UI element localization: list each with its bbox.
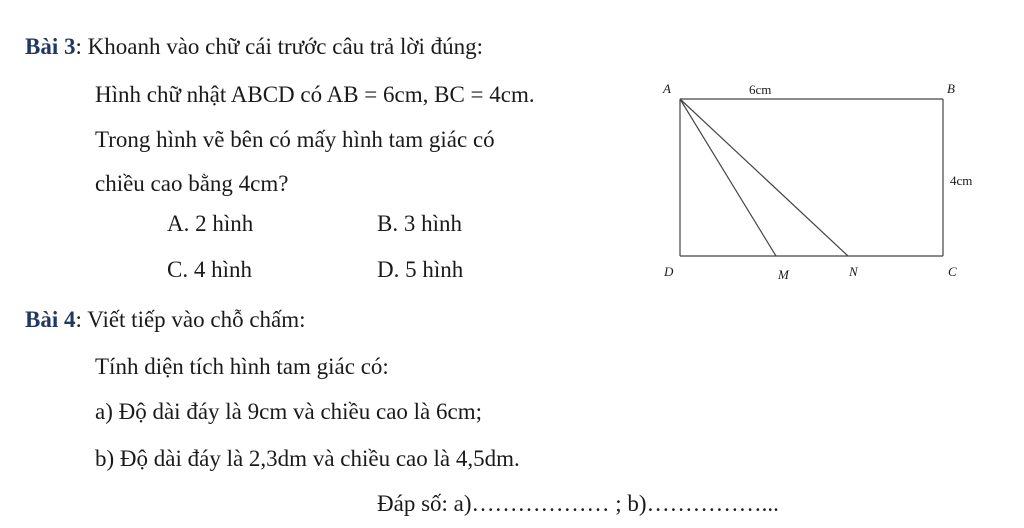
option-b[interactable]: B. 3 hình [377,211,462,236]
label-m: M [778,267,789,282]
problem4-answer[interactable]: Đáp số: a)……………… ; b)……………... [377,491,779,516]
problem3-heading: Bài 3 [25,34,76,59]
problem3-line3: chiều cao bằng 4cm? [95,171,289,196]
problem3-line1: Hình chữ nhật ABCD có AB = 6cm, BC = 4cm. [95,82,535,107]
problem3-line2: Trong hình vẽ bên có mấy hình tam giác có [95,127,495,152]
option-c[interactable]: C. 4 hình [167,257,252,282]
rectangle-figure [650,72,1024,296]
problem4-item-a: a) Độ dài đáy là 9cm và chiều cao là 6cm; [95,399,483,424]
segment-am [680,99,776,256]
label-b: B [947,81,955,96]
problem4-title [25,306,306,334]
problem4-heading: Bài 4 [25,307,76,332]
problem3-instruction: : Khoanh vào chữ cái trước câu trả lời đúng: [75,34,484,59]
label-a: A [663,81,671,96]
label-d: D [664,264,674,279]
label-c: C [948,264,957,279]
problem4-instruction: : Viết tiếp vào chỗ chấm: [75,307,306,332]
problem4-intro: Tính diện tích hình tam giác có: [95,354,389,379]
label-ab-length: 6cm [749,82,772,97]
label-n: N [849,264,858,279]
problem4-item-b: b) Độ dài đáy là 2,3dm và chiều cao là 4,5dm. [95,446,520,471]
option-d[interactable]: D. 5 hình [377,257,464,282]
label-bc-length: 4cm [950,173,973,188]
segment-an [680,99,848,256]
option-a[interactable]: A. 2 hình [167,211,254,236]
problem3-title [25,33,483,61]
